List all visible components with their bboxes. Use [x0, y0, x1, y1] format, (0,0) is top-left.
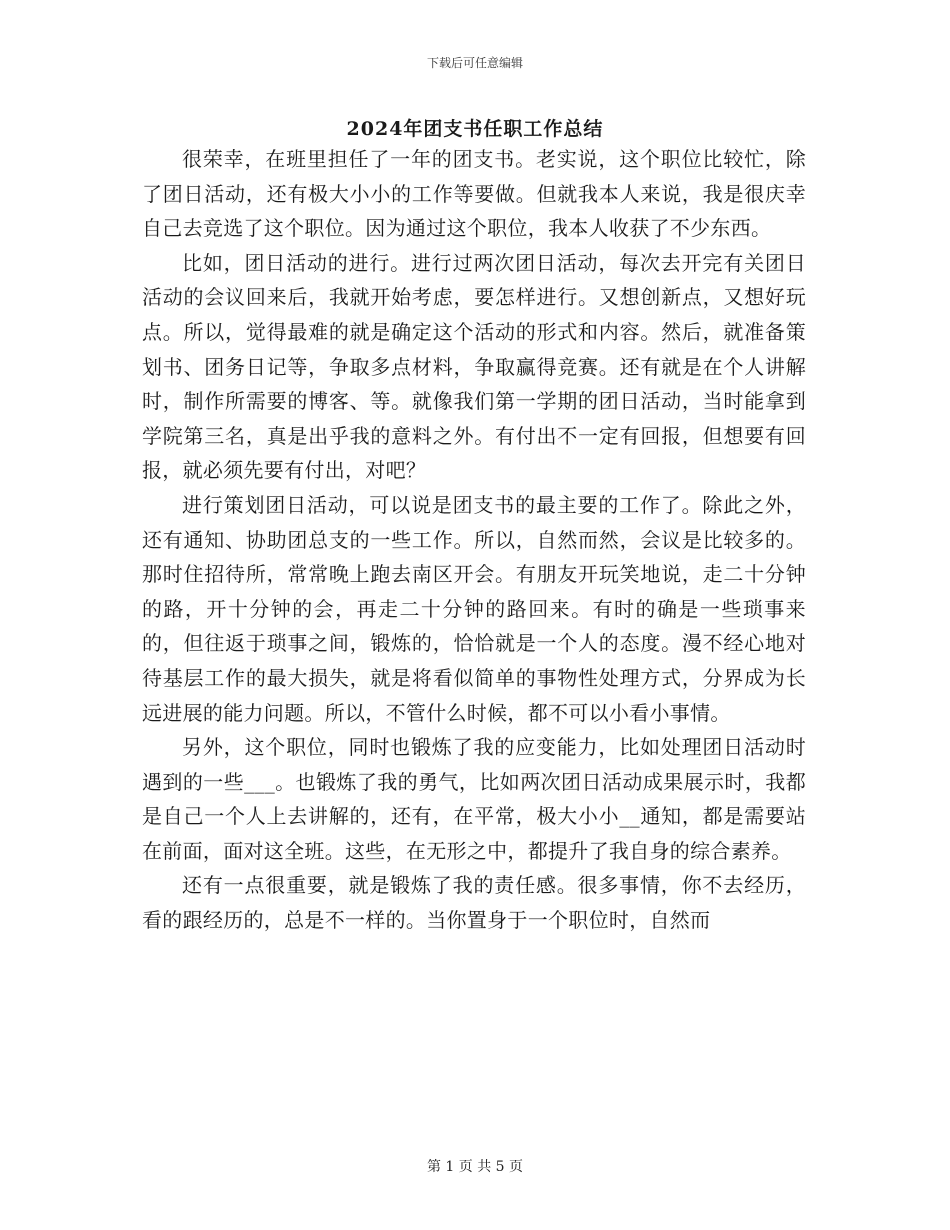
document-body	[142, 142, 806, 938]
paragraph-1: 很荣幸，在班里担任了一年的团支书。老实说，这个职位比较忙，除了团日活动，还有极大小小的工作等要做。但就我本人来说，我是很庆幸自己去竞选了这个职位。因为通过这个职位，我本人收获了不少东西。	[142, 147, 806, 241]
page-header-note: 下载后可任意编辑	[426, 56, 523, 70]
paragraph-3: 进行策划团日活动，可以说是团支书的最主要的工作了。除此之外，还有通知、协助团总支的一些工作。所以，自然而然，会议是比较多的。那时住招待所，常常晚上跑去南区开会。有朋友开玩笑地说，走二十分钟的路，开十分钟的会，再走二十分钟的路回来。有时的确是一些琐事来的，但往返于琐事之间，锻炼的，恰恰就是一个人的态度。漫不经心地对待基层工作的最大损失，就是将看似简单的事物性处理方式，分界成为长远进展的能力问题。所以，不管什么时候，都不可以小看小事情。	[142, 492, 806, 725]
document-title: 2024年团支书任职工作总结	[346, 118, 604, 140]
paragraph-5: 还有一点很重要，就是锻炼了我的责任感。很多事情，你不去经历，看的跟经历的，总是不一样的。当你置身于一个职位时，自然而	[142, 873, 806, 933]
paragraph-2: 比如，团日活动的进行。进行过两次团日活动，每次去开完有关团日活动的会议回来后，我就开始考虑，要怎样进行。又想创新点，又想好玩点。所以，觉得最难的就是确定这个活动的形式和内容。然后，就准备策划书、团务日记等，争取多点材料，争取赢得竞赛。还有就是在个人讲解时，制作所需要的博客、等。就像我们第一学期的团日活动，当时能拿到学院第三名，真是出乎我的意料之外。有付出不一定有回报，但想要有回报，就必须先要有付出，对吧？	[142, 250, 806, 483]
paragraph-4: 另外，这个职位，同时也锻炼了我的应变能力，比如处理团日活动时遇到的一些___。也锻炼了我的勇气，比如两次团日活动成果展示时，我都是自己一个人上去讲解的，还有，在平常，极大小小__通知，都是需要站在前面，面对这全班。这些，在无形之中，都提升了我自身的综合素养。	[142, 735, 806, 863]
page-number-footer: 第 1 页 共 5 页	[426, 1159, 524, 1175]
